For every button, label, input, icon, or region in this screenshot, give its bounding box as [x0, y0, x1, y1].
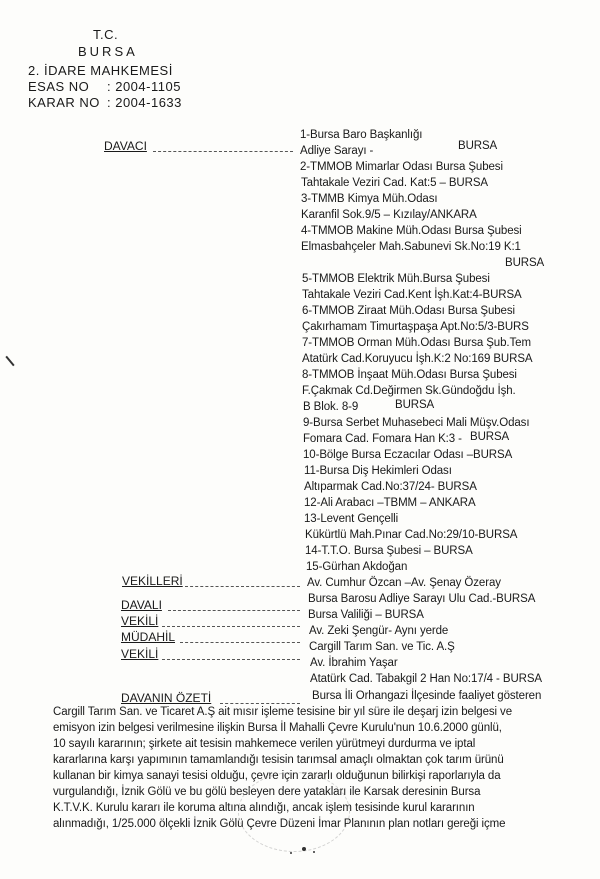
davaci-line: 13-Levent Gençelli: [304, 513, 399, 525]
header-city: BURSA: [78, 44, 138, 59]
davaci-line: Fomara Cad. Fomara Han K:3 -: [303, 433, 462, 445]
header-tc: T.C.: [93, 27, 119, 42]
vekilleri-label: VEKİLLERİ: [122, 574, 183, 588]
vekili-label: VEKİLİ: [121, 647, 159, 661]
mudahil-dotted-line: [180, 642, 300, 643]
davaci-line: 9-Bursa Serbet Muhasebeci Mali Müşv.Odası: [303, 417, 530, 429]
davaci-line: 8-TMMOB İnşaat Müh.Odası Bursa Şubesi: [302, 369, 517, 381]
davaci-line: 4-TMMOB Makine Müh.Odası Bursa Şubesi: [301, 225, 522, 237]
davaci-line: Atatürk Cad.Koruyucu İşh.K:2 No:169 BURSA: [302, 353, 533, 365]
davaci-line: 15-Gürhan Akdoğan: [306, 561, 408, 573]
davaci-line: 7-TMMOB Orman Müh.Odası Bursa Şub.Tem: [302, 337, 531, 349]
davaci-line: B Blok. 8-9: [303, 401, 359, 413]
davaci-line: 3-TMMB Kimya Müh.Odası: [301, 193, 438, 205]
summary-line: 10 sayılı kararının; şirkete ait tesisin mahkemece verilen yürütmeyi durdurma ve iptal: [53, 738, 476, 750]
summary-label: DAVANIN ÖZETİ: [121, 691, 212, 705]
ink-speck: [5, 356, 14, 366]
davaci-line: BURSA: [458, 140, 498, 152]
summary-line: Cargill Tarım San. ve Ticaret A.Ş ait mısır işleme tesisine bir yıl süre ile deşarj izin belgesi ve: [53, 706, 513, 718]
davali-label: DAVALI: [121, 598, 162, 612]
davaci-line: BURSA: [395, 399, 435, 411]
davaci-line: 1-Bursa Baro Başkanlığı: [300, 129, 423, 141]
davaci-line: Karanfil Sok.9/5 – Kızılay/ANKARA: [301, 209, 477, 221]
vekilleri-line: Av. Cumhur Özcan –Av. Şenay Özeray: [307, 577, 501, 589]
mudahil-label: MÜDAHİL: [121, 630, 176, 644]
davaci-line: Elmasbahçeler Mah.Sabunevi Sk.No:19 K:1: [301, 241, 521, 253]
davaci-dotted-line: [153, 151, 293, 152]
vekilleri-dotted-line: [185, 586, 300, 587]
mudahil-value: Cargill Tarım San. ve Tic. A.Ş: [309, 641, 455, 653]
esas-label: ESAS NO: [28, 79, 90, 94]
davaci-line: Altıparmak Cad.No:37/24- BURSA: [304, 481, 477, 493]
davaci-line: Çakırhamam Timurtaşpaşa Apt.No:5/3-BURS: [302, 321, 529, 333]
davaci-line: 5-TMMOB Elektrik Müh.Bursa Şubesi: [302, 273, 490, 285]
summary-line: K.T.V.K. Kurulu kararı ile koruma altına alındığı, ancak işlem tesisinde kurul kararının: [53, 802, 475, 814]
davaci-line: 6-TMMOB Ziraat Müh.Odası Bursa Şubesi: [302, 305, 515, 317]
vekili-value: Av. Zeki Şengür- Aynı yerde: [309, 625, 449, 637]
davaci-line: 11-Bursa Diş Hekimleri Odası: [304, 465, 452, 477]
summary-line: kullanan bir kimya sanayi tesisi olduğu, çevre için zararlı olduğunun bilirkişi raporlarıyla da: [53, 770, 501, 782]
karar-label: KARAR NO: [28, 95, 100, 110]
vekili-label: VEKİLİ: [121, 614, 159, 628]
vekili-dotted-line: [162, 659, 300, 660]
ink-speck: [302, 847, 306, 851]
summary-line: kararlarına karşı yapımının tamamlandığı tesisin tarımsal amaçlı olmaktan çok tarım ürünü: [53, 754, 504, 766]
davaci-line: Tahtakale Veziri Cad.Kent İşh.Kat:4-BURSA: [302, 289, 522, 301]
davaci-line: 12-Ali Arabacı –TBMM – ANKARA: [304, 497, 476, 509]
davaci-line: F.Çakmak Cd.Değirmen Sk.Gündoğdu İşh.: [302, 385, 516, 397]
vekili-dotted-line: [162, 626, 300, 627]
davaci-line: Adliye Sarayı -: [300, 145, 374, 157]
vekili-value: Av. İbrahim Yaşar: [310, 657, 398, 669]
summary-first-line: Bursa İli Orhangazi İlçesinde faaliyet gösteren: [312, 690, 542, 702]
summary-line: alınmadığı, 1/25.000 ölçekli İznik Gölü Çevre Düzeni İmar Planının plan notları gereği içme: [53, 818, 506, 830]
summary-line: vurgulandığı, İznik Gölü ve bu gölü besleyen dere yatakları ile Karsak deresinin Bursa: [53, 786, 481, 798]
ink-speck: [313, 851, 315, 853]
davaci-line: Kükürtlü Mah.Pınar Cad.No:29/10-BURSA: [305, 529, 518, 541]
davaci-label: DAVACI: [104, 139, 147, 153]
ink-speck: [290, 852, 292, 854]
davaci-line: BURSA: [505, 257, 545, 269]
davali-value: Bursa Valiliği – BURSA: [308, 609, 424, 621]
davaci-line: BURSA: [470, 431, 510, 443]
esas-value: : 2004-1105: [107, 79, 181, 94]
vekili-value: Atatürk Cad. Tabakgil 2 Han No:17/4 - BURSA: [310, 673, 542, 685]
davaci-line: 14-T.T.O. Bursa Şubesi – BURSA: [305, 545, 473, 557]
karar-value: : 2004-1633: [107, 95, 182, 110]
davali-dotted-line: [168, 610, 300, 611]
davaci-line: Tahtakale Veziri Cad. Kat:5 – BURSA: [301, 177, 488, 189]
davaci-line: 2-TMMOB Mimarlar Odası Bursa Şubesi: [300, 161, 503, 173]
vekilleri-line: Bursa Barosu Adliye Sarayı Ulu Cad.-BURSA: [308, 593, 536, 605]
davaci-line: 10-Bölge Bursa Eczacılar Odası –BURSA: [303, 449, 513, 461]
summary-dotted-line: [220, 703, 300, 704]
faint-stamp: [238, 772, 350, 852]
summary-line: emisyon izin belgesi verilmesine ilişkin Bursa İl Mahalli Çevre Kurulu'nun 10.6.2000 günlü,: [53, 722, 502, 734]
court-name: 2. İDARE MAHKEMESİ: [28, 63, 173, 78]
